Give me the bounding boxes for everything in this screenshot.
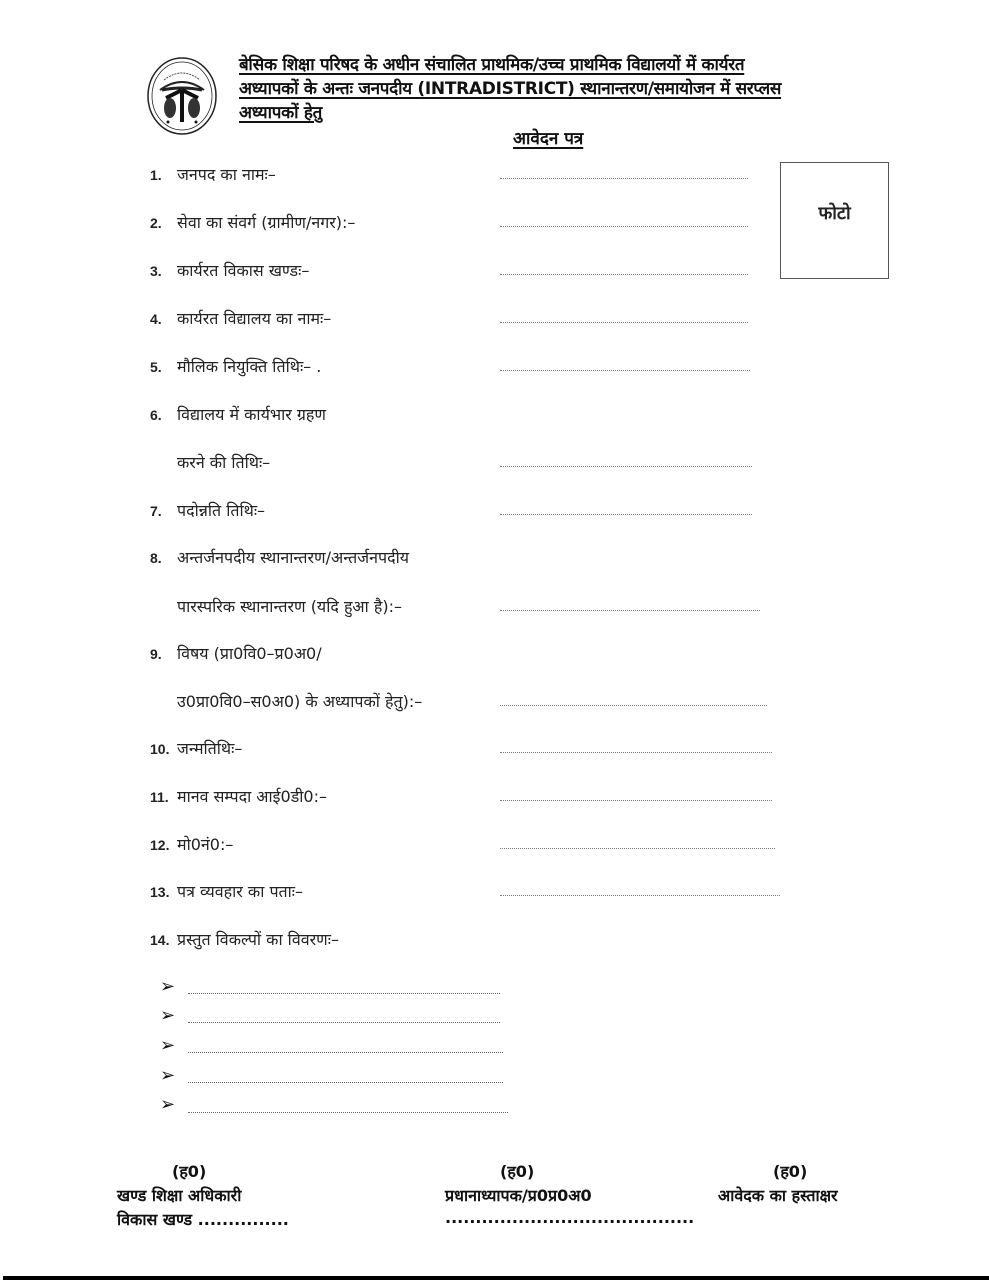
field-subject-input[interactable] — [500, 705, 767, 706]
field-label: मानव सम्पदा आई0डी0:– — [177, 787, 327, 806]
title-line-3: अध्यापकों हेतु — [239, 103, 322, 123]
field-address-input[interactable] — [500, 895, 780, 896]
field-dob — [150, 737, 242, 759]
field-number: 1. — [150, 167, 162, 183]
field-number: 6. — [150, 407, 162, 423]
option-input-2[interactable] — [188, 1022, 500, 1023]
form-title: आवेदन पत्र — [513, 129, 584, 149]
field-service-cadre-input[interactable] — [500, 226, 748, 227]
field-number: 3. — [150, 263, 162, 279]
field-label: प्रस्तुत विकल्पों का विवरणः– — [177, 930, 339, 949]
field-transfer-history-input[interactable] — [500, 610, 760, 611]
field-number: 8. — [150, 550, 162, 566]
photo-label: फोटो — [818, 203, 851, 224]
field-dob-input[interactable] — [500, 752, 772, 753]
field-appointment-date-input[interactable] — [500, 370, 750, 371]
arrow-bullet-icon: ➢ — [160, 1094, 176, 1115]
field-transfer-history-cont — [150, 595, 402, 617]
field-working-block — [150, 259, 309, 281]
option-input-1[interactable] — [188, 993, 500, 994]
page-bottom-border — [3, 1276, 989, 1280]
applicant-signature-label: आवेदक का हस्ताक्षर — [718, 1186, 838, 1205]
headmaster-name-line[interactable]: ......................................... — [445, 1208, 695, 1227]
field-number: 7. — [150, 503, 162, 519]
field-district-name — [150, 163, 276, 185]
field-hr-id — [150, 785, 327, 807]
beo-block: विकास खण्ड ............... — [117, 1210, 289, 1229]
field-school-name-input[interactable] — [500, 322, 748, 323]
field-number: 11. — [150, 789, 169, 805]
field-joining-date — [150, 403, 326, 425]
field-school-name — [150, 307, 331, 329]
field-number: 10. — [150, 741, 170, 757]
field-joining-date-input[interactable] — [500, 466, 752, 467]
arrow-bullet-icon: ➢ — [160, 1065, 176, 1086]
field-label: अन्तर्जनपदीय स्थानान्तरण/अन्तर्जनपदीय — [177, 548, 409, 567]
title-line-2: अध्यापकों के अन्तः जनपदीय (INTRADISTRICT) स्थानान्तरण/समायोजन में सरप्लस — [239, 79, 782, 99]
option-input-4[interactable] — [188, 1082, 503, 1083]
field-label: जन्मतिथिः– — [177, 739, 243, 758]
arrow-bullet-icon: ➢ — [160, 976, 176, 997]
option-input-3[interactable] — [188, 1052, 503, 1053]
field-mobile — [150, 833, 233, 855]
option-input-5[interactable] — [188, 1112, 508, 1113]
field-label: कार्यरत विकास खण्डः– — [177, 261, 310, 280]
field-subject-cont — [150, 690, 422, 712]
field-transfer-history — [150, 546, 409, 568]
field-joining-date-cont — [150, 451, 270, 473]
field-number: 5. — [150, 359, 162, 375]
field-service-cadre — [150, 211, 355, 233]
field-label: कार्यरत विद्यालय का नामः– — [177, 309, 332, 328]
field-label: जनपद का नामः– — [177, 165, 276, 184]
document-title — [239, 53, 894, 125]
field-mobile-input[interactable] — [500, 848, 775, 849]
field-label: मौलिक नियुक्ति तिथिः– . — [177, 357, 322, 376]
beo-sign-mark: (ह0) — [172, 1162, 207, 1181]
field-promotion-date — [150, 499, 265, 521]
field-subject — [150, 642, 322, 664]
field-label: सेवा का संवर्ग (ग्रामीण/नगर):– — [177, 213, 356, 232]
photo-box[interactable] — [780, 162, 889, 279]
field-hr-id-input[interactable] — [500, 800, 772, 801]
field-label: मो0नं0:– — [177, 835, 234, 854]
field-number: 4. — [150, 311, 162, 327]
headmaster-sign-mark: (ह0) — [500, 1162, 535, 1181]
field-label-continued: पारस्परिक स्थानान्तरण (यदि हुआ है):– — [177, 597, 403, 616]
title-line-1: बेसिक शिक्षा परिषद के अधीन संचालित प्राथमिक/उच्च प्राथमिक विद्यालयों में कार्यरत — [239, 55, 745, 75]
arrow-bullet-icon: ➢ — [160, 1035, 176, 1056]
up-govt-emblem-icon — [146, 56, 218, 136]
field-number: 14. — [150, 932, 170, 948]
field-address — [150, 880, 303, 902]
applicant-sign-mark: (ह0) — [773, 1162, 808, 1181]
arrow-bullet-icon: ➢ — [160, 1005, 176, 1026]
field-number: 13. — [150, 884, 170, 900]
field-appointment-date — [150, 355, 321, 377]
field-label-continued: उ0प्रा0वि0–स0अ0) के अध्यापकों हेतु):– — [177, 692, 423, 711]
field-label: विषय (प्रा0वि0–प्र0अ0/ — [177, 644, 322, 663]
field-label: विद्यालय में कार्यभार ग्रहण — [177, 405, 326, 424]
field-working-block-input[interactable] — [500, 274, 748, 275]
field-district-name-input[interactable] — [500, 178, 748, 179]
field-number: 2. — [150, 215, 162, 231]
field-label: पदोन्नति तिथिः– — [177, 501, 266, 520]
field-options — [150, 928, 339, 950]
field-number: 9. — [150, 646, 162, 662]
field-label: पत्र व्यवहार का पताः– — [177, 882, 304, 901]
field-promotion-date-input[interactable] — [500, 514, 752, 515]
headmaster-title: प्रधानाध्यापक/प्र0प्र0अ0 — [445, 1186, 592, 1205]
beo-title: खण्ड शिक्षा अधिकारी — [117, 1186, 242, 1205]
field-label-continued: करने की तिथिः– — [177, 453, 271, 472]
field-number: 12. — [150, 837, 170, 853]
